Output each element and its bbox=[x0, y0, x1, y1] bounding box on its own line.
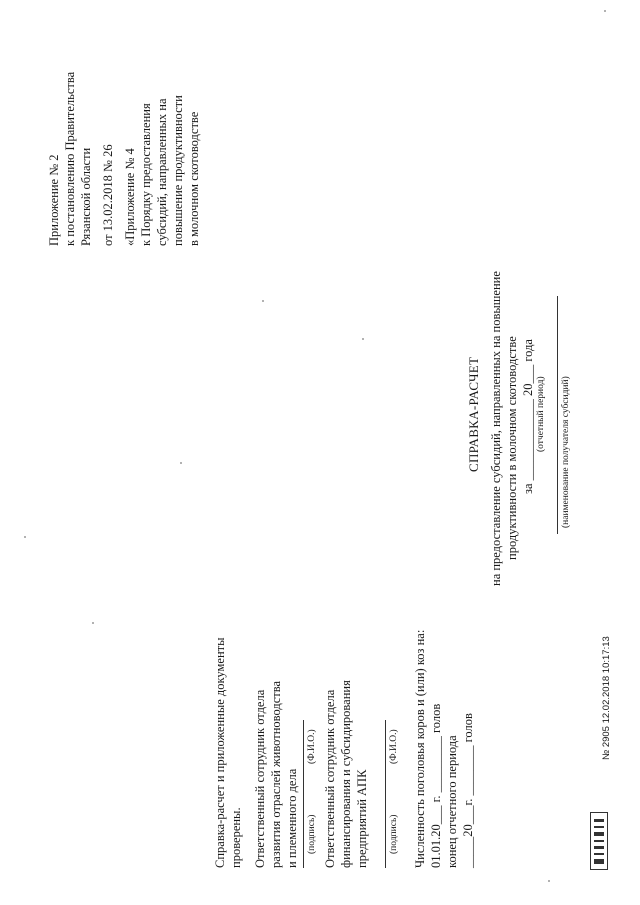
period-caption: (отчетный период) bbox=[536, 376, 546, 452]
appendix-line: к постановлению Правительства bbox=[63, 71, 77, 246]
subtitle-line: на предоставление субсидий, направленных на повышение bbox=[489, 271, 503, 586]
checked-note bbox=[212, 637, 244, 868]
name-caption: (Ф.И.О.) bbox=[389, 729, 399, 764]
subtitle-line: продуктивности в молочном скотоводстве bbox=[505, 336, 519, 560]
recipient-rule bbox=[557, 296, 558, 534]
herd-line: конец отчетного периода bbox=[445, 735, 459, 868]
scan-speck bbox=[548, 880, 550, 882]
barcode-bar bbox=[594, 846, 604, 849]
herd-count-block bbox=[412, 630, 476, 868]
checked-line: Справка-расчет и приложенные документы bbox=[213, 637, 227, 868]
official-line: предприятий АПК bbox=[355, 769, 369, 868]
checked-line: проверены. bbox=[229, 807, 243, 868]
official-line: развития отраслей животноводства bbox=[269, 681, 283, 868]
procedure-block bbox=[122, 95, 202, 246]
barcode-bar bbox=[594, 840, 604, 842]
herd-line: 01.01.20___ г. _________ голов bbox=[429, 703, 443, 868]
appendix-block bbox=[46, 72, 116, 246]
barcode-bar bbox=[594, 859, 604, 864]
appendix-line: от 13.02.2018 № 26 bbox=[101, 144, 115, 246]
signature-caption: (подпись) bbox=[307, 814, 317, 854]
procedure-line: к Порядку предоставления bbox=[139, 103, 153, 246]
official-finance bbox=[322, 680, 370, 868]
signature-rule bbox=[303, 720, 304, 868]
procedure-line: «Приложение № 4 bbox=[123, 148, 137, 246]
signature-rule bbox=[385, 720, 386, 868]
scan-speck bbox=[604, 10, 606, 12]
procedure-line: субсидий, направленных на bbox=[155, 98, 169, 246]
registry-number: № 2905 12.02.2018 10:17:13 bbox=[601, 636, 612, 760]
signature-caption: (подпись) bbox=[389, 814, 399, 854]
scan-speck bbox=[362, 338, 364, 340]
form-heading: СПРАВКА-РАСЧЕТ bbox=[466, 356, 481, 472]
official-livestock bbox=[252, 681, 300, 868]
barcode-bar bbox=[594, 826, 604, 828]
herd-line: Численность поголовья коров и (или) коз на: bbox=[413, 629, 427, 868]
scan-speck bbox=[180, 462, 182, 464]
barcode-bar bbox=[594, 832, 604, 836]
scan-speck bbox=[262, 300, 264, 302]
form-subtitle bbox=[488, 271, 536, 586]
procedure-line: в молочном скотоводстве bbox=[187, 111, 201, 246]
herd-line: _____20___г. ________ голов bbox=[461, 713, 475, 868]
appendix-line: Приложение № 2 bbox=[47, 154, 61, 246]
procedure-line: повышение продуктивности bbox=[171, 95, 185, 246]
official-line: и племенного дела bbox=[285, 768, 299, 868]
name-caption: (Ф.И.О.) bbox=[307, 729, 317, 764]
official-line: Ответственный сотрудник отдела bbox=[253, 689, 267, 868]
official-line: финансирования и субсидирования bbox=[339, 680, 353, 868]
official-line: Ответственный сотрудник отдела bbox=[323, 689, 337, 868]
barcode-bar bbox=[594, 853, 604, 855]
scan-speck bbox=[92, 622, 94, 624]
recipient-caption: (наименование получателя субсидий) bbox=[561, 376, 571, 528]
barcode-stamp bbox=[590, 812, 608, 870]
barcode-bar bbox=[594, 819, 604, 822]
appendix-line: Рязанской области bbox=[79, 147, 93, 246]
period-line: за _____________ 20___ года bbox=[521, 339, 535, 494]
scan-speck bbox=[24, 536, 26, 538]
